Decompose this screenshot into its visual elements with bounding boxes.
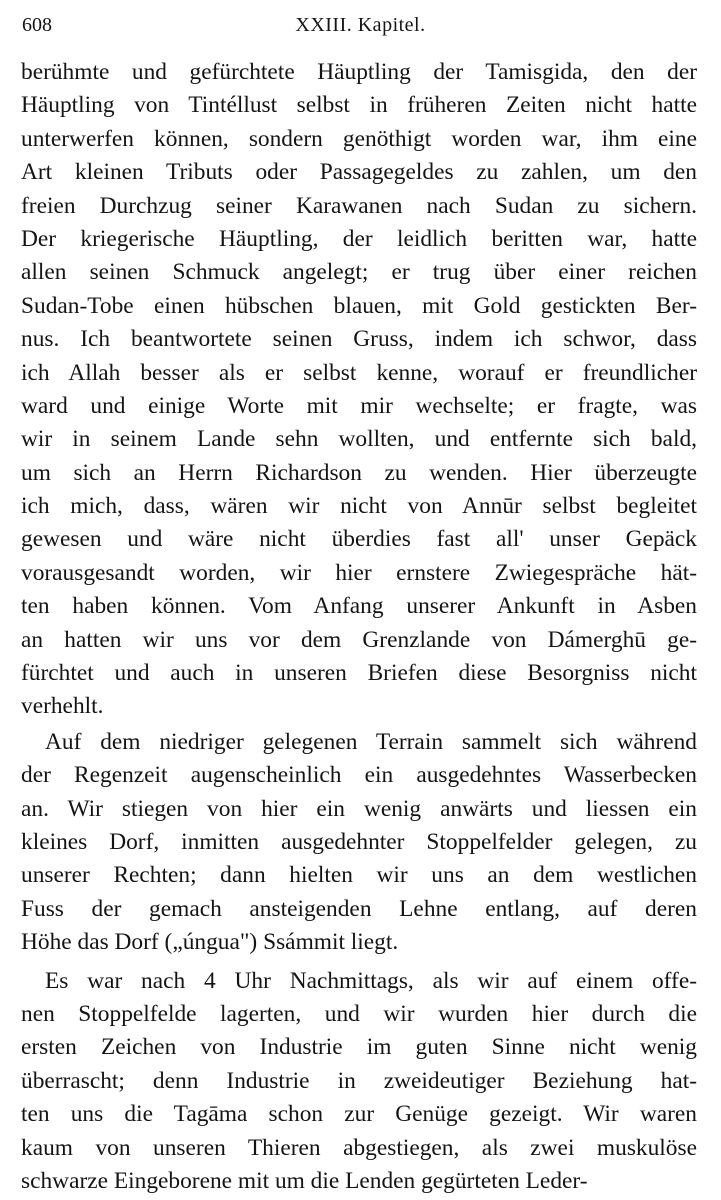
text-line: an. Wir stiegen von hier ein wenig anwärts und liessen ein bbox=[21, 795, 697, 822]
text-line: nus. Ich beantwortete seinen Gruss, indem ich schwor, dass bbox=[21, 326, 697, 353]
text-line: verhehlt. bbox=[21, 693, 104, 720]
page-number: 608 bbox=[22, 14, 52, 36]
text-line: Höhe das Dorf („úngua") Ssámmit liegt. bbox=[21, 929, 399, 956]
text-line: wir in seinem Lande sehn wollten, und entfernte sich bald, bbox=[21, 426, 697, 453]
text-line: vorausgesandt worden, wir hier ernstere Zwiegespräche hät- bbox=[21, 559, 697, 586]
text-line: Es war nach 4 Uhr Nachmittags, als wir auf einem offe- bbox=[45, 967, 697, 994]
paragraph bbox=[21, 56, 697, 724]
text-line: Sudan-Tobe einen hübschen blauen, mit Gold gestickten Ber- bbox=[21, 292, 697, 319]
text-line: kleines Dorf, inmitten ausgedehnter Stoppelfelder gelegen, zu bbox=[21, 828, 697, 855]
text-line: ich Allah besser als er selbst kenne, worauf er freundlicher bbox=[21, 359, 697, 386]
text-line: kaum von unseren Thieren abgestiegen, als zwei muskulöse bbox=[21, 1134, 697, 1161]
text-line: Auf dem niedriger gelegenen Terrain sammelt sich während bbox=[45, 728, 697, 755]
text-line: nen Stoppelfelde lagerten, und wir wurden hier durch die bbox=[21, 1000, 697, 1027]
text-line: ich mich, dass, wären wir nicht von Annūr selbst begleitet bbox=[21, 493, 697, 520]
text-line: allen seinen Schmuck angelegt; er trug über einer reichen bbox=[21, 259, 697, 286]
paragraph bbox=[21, 965, 697, 1199]
text-line: Der kriegerische Häuptling, der leidlich beritten war, hatte bbox=[21, 225, 697, 252]
text-line: Häuptling von Tintéllust selbst in früheren Zeiten nicht hatte bbox=[21, 92, 697, 119]
text-line: ten uns die Tagāma schon zur Genüge gezeigt. Wir waren bbox=[21, 1101, 697, 1128]
text-line: unterwerfen können, sondern genöthigt worden war, ihm eine bbox=[21, 125, 697, 152]
text-line: an hatten wir uns vor dem Grenzlande von Dámerghū ge- bbox=[21, 626, 697, 653]
chapter-title: XXIII. Kapitel. bbox=[295, 14, 426, 36]
text-line: Fuss der gemach ansteigenden Lehne entlang, auf deren bbox=[21, 895, 697, 922]
body-text bbox=[21, 56, 697, 1198]
text-line: schwarze Eingeborene mit um die Lenden gegürteten Leder- bbox=[21, 1167, 588, 1194]
text-line: um sich an Herrn Richardson zu wenden. Hier überzeugte bbox=[21, 459, 697, 486]
text-line: der Regenzeit augenscheinlich ein ausgedehntes Wasserbecken bbox=[21, 762, 697, 789]
text-line: gewesen und wäre nicht überdies fast all' unser Gepäck bbox=[21, 526, 697, 553]
text-line: fürchtet und auch in unseren Briefen diese Besorgniss nicht bbox=[21, 660, 697, 687]
paragraph bbox=[21, 726, 697, 960]
text-line: ward und einige Worte mit mir wechselte; er fragte, was bbox=[21, 392, 697, 419]
text-line: berühmte und gefürchtete Häuptling der Tamisgida, den der bbox=[21, 59, 697, 85]
text-line: Art kleinen Tributs oder Passagegeldes zu zahlen, um den bbox=[21, 159, 697, 186]
text-line: überrascht; denn Industrie in zweideutiger Beziehung hat- bbox=[21, 1067, 697, 1094]
text-line: ten haben können. Vom Anfang unserer Ankunft in Asben bbox=[21, 593, 697, 620]
text-line: ersten Zeichen von Industrie im guten Sinne nicht wenig bbox=[21, 1034, 697, 1061]
text-line: freien Durchzug seiner Karawanen nach Sudan zu sichern. bbox=[21, 192, 697, 219]
running-head bbox=[22, 6, 699, 40]
text-line: unserer Rechten; dann hielten wir uns an dem westlichen bbox=[21, 862, 697, 889]
